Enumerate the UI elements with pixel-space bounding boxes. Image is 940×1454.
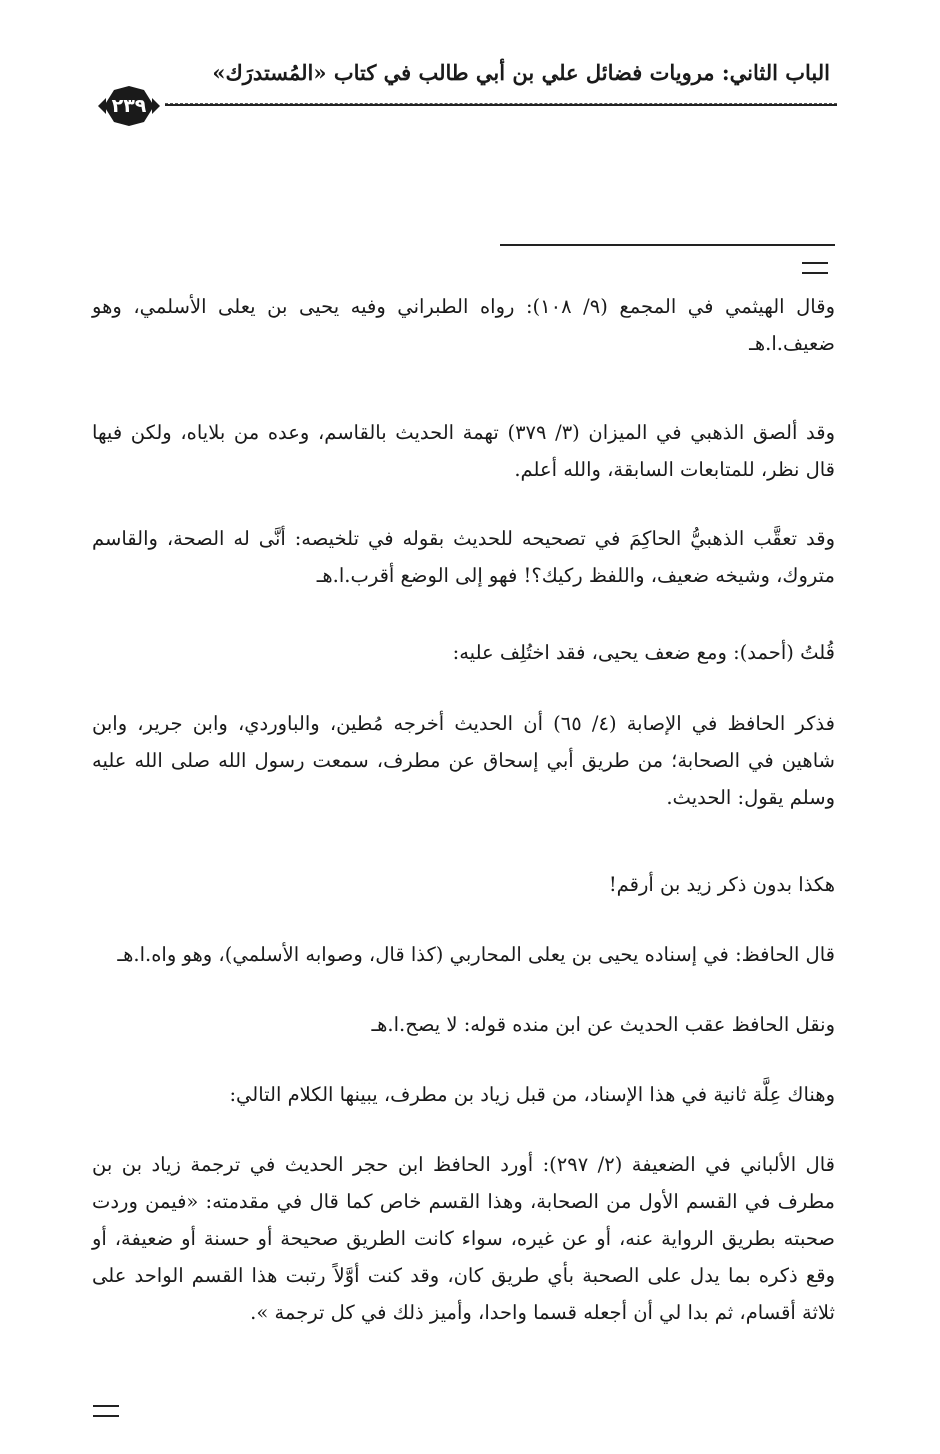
paragraph-text: قال الحافظ: في إسناده يحيى بن يعلى المحاربي (كذا قال، وصوابه الأسلمي)، وهو واه.ا.هـ — [117, 943, 835, 966]
continuation-mark-bottom — [93, 1405, 119, 1417]
paragraph-7 — [92, 936, 835, 973]
paragraph-10 — [92, 1146, 835, 1331]
page-number: ٢٣٩ — [111, 95, 147, 117]
paragraph-3 — [92, 520, 835, 594]
paragraph-text: هكذا بدون ذكر زيد بن أرقم! — [608, 873, 835, 896]
paragraph-5 — [92, 705, 835, 816]
paragraph-text: وهناك عِلَّة ثانية في هذا الإسناد، من قبل زياد بن مطرف، يبينها الكلام التالي: — [229, 1083, 835, 1106]
paragraph-4 — [92, 634, 835, 671]
paragraph-text: وقد ألصق الذهبي في الميزان (٣/ ٣٧٩) تهمة الحديث بالقاسم، وعده من بلاياه، ولكن فيها قال نظر، للمتابعات السابقة، والله أعلم. — [92, 421, 835, 481]
paragraph-text: وقد تعقَّب الذهبيُّ الحاكِمَ في تصحيحه للحديث بقوله في تلخيصه: أنَّى له الصحة، والقاسم متروك، وشيخه ضعيف، واللفظ ركيك؟! فهو إلى الوضع أقرب.ا.هـ — [92, 527, 835, 587]
paragraph-text: وقال الهيثمي في المجمع (٩/ ١٠٨): رواه الطبراني وفيه يحيى بن يعلى الأسلمي، وهو ضعيف.ا.هـ — [92, 295, 835, 355]
paragraph-6 — [92, 866, 835, 903]
paragraph-text: فذكر الحافظ في الإصابة (٤/ ٦٥) أن الحديث أخرجه مُطين، والباوردي، وابن جرير، وابن شاهين في الصحابة؛ من طريق أبي إسحاق عن مطرف، سمعت رسول الله صلى الله عليه وسلم يقول: الحديث. — [92, 712, 835, 809]
paragraph-2 — [92, 414, 835, 488]
paragraph-9 — [92, 1076, 835, 1113]
continuation-mark-top — [802, 262, 828, 274]
paragraph-1 — [92, 288, 835, 362]
paragraph-8 — [92, 1006, 835, 1043]
header-rule — [165, 103, 837, 106]
paragraph-text: قُلتُ (أحمد): ومع ضعف يحيى، فقد اختُلِف عليه: — [452, 641, 835, 664]
paragraph-text: قال الألباني في الضعيفة (٢/ ٢٩٧): أورد الحافظ ابن حجر الحديث في ترجمة زياد بن بن مطرف في القسم الأول من الصحابة، وهذا القسم خاص كما قال في مقدمته: «فيمن وردت صحبته بطريق الرواية عنه، أو عن غيره، سواء كانت الطريق صحيحة أو حسنة أو ضعيفة، أو وقع ذكره بما يدل على الصحبة بأي طريق كان، وقد كنت أوَّلاً رتبت هذا القسم الواحد على ثلاثة أقسام، ثم بدا لي أن أجعله قسما واحدا، وأميز ذلك في كل ترجمة ». — [92, 1153, 835, 1324]
paragraph-text: ونقل الحافظ عقب الحديث عن ابن منده قوله: لا يصح.ا.هـ — [371, 1013, 835, 1036]
running-header: الباب الثاني: مرويات فضائل علي بن أبي طالب في كتاب «المُستدرَك» — [212, 60, 830, 85]
page-number-badge — [96, 84, 162, 128]
footnote-rule — [500, 244, 835, 246]
